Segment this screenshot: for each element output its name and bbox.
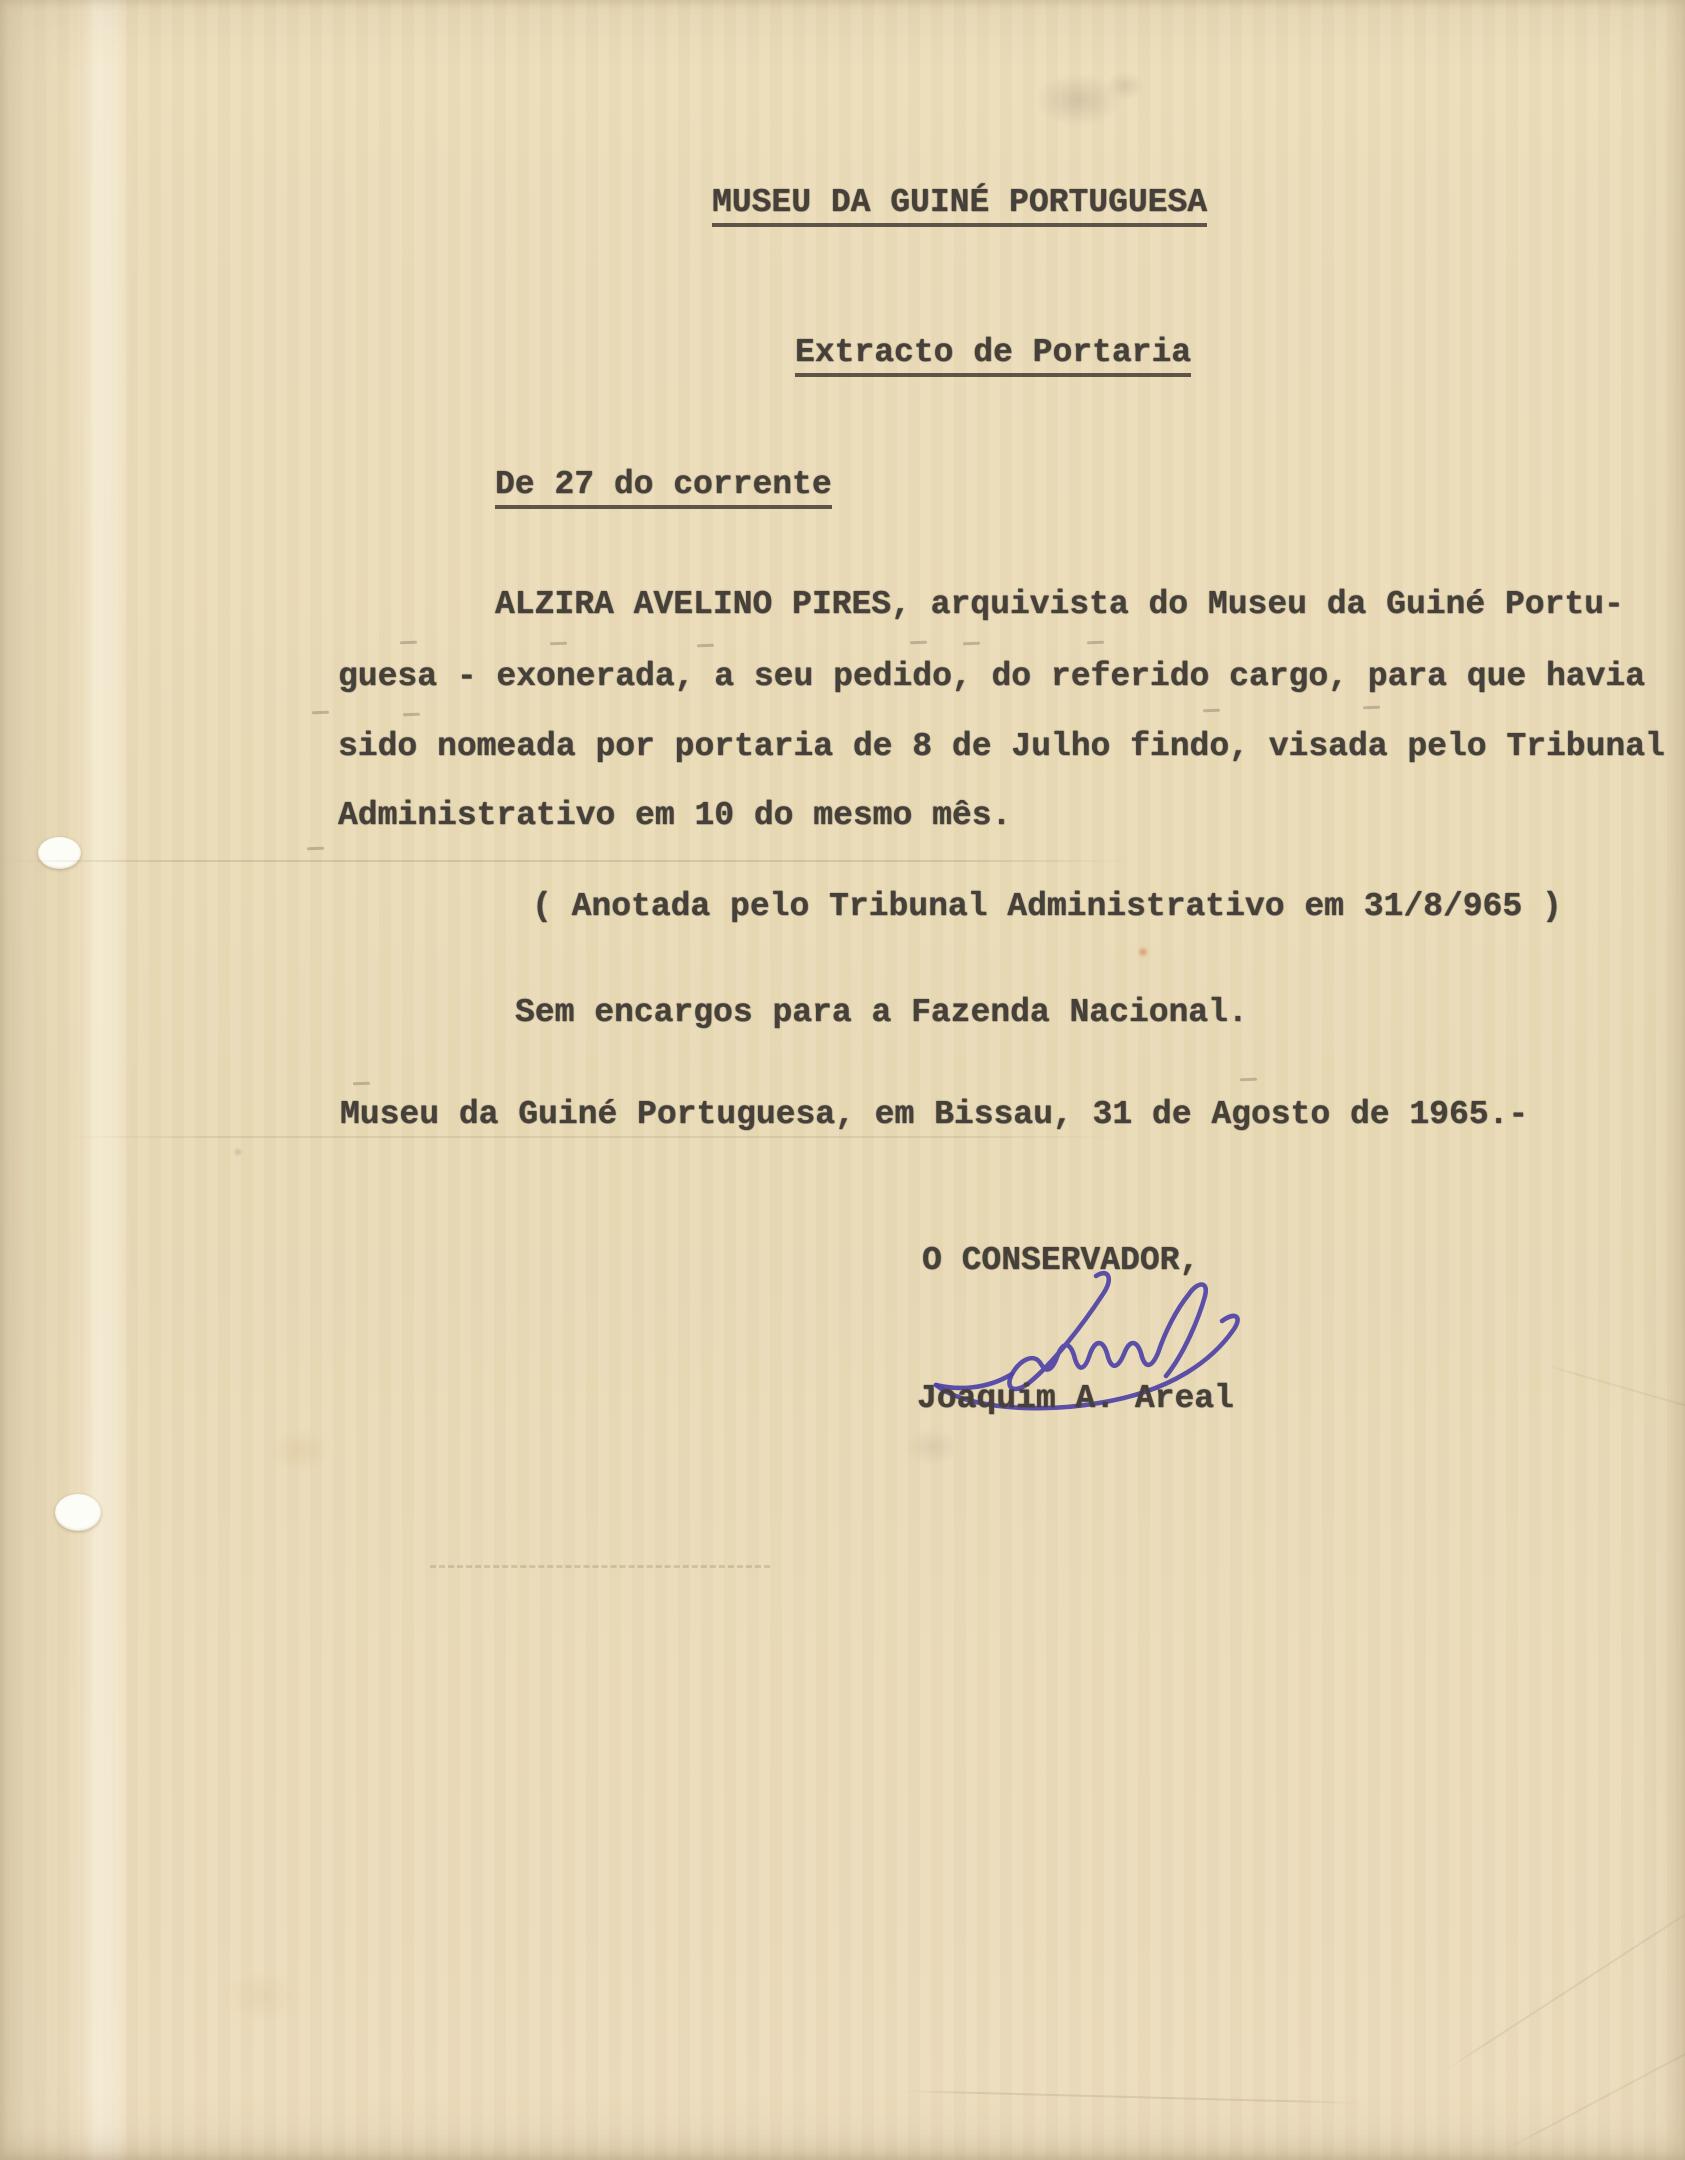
- ghost-mark: [307, 847, 324, 851]
- institution-title: MUSEU DA GUINÉ PORTUGUESA: [712, 186, 1207, 227]
- paper-wrinkle: [1543, 1364, 1685, 1418]
- ghost-mark: [312, 711, 329, 715]
- reference-heading: De 27 do corrente: [495, 468, 832, 509]
- paper-wrinkle: [1444, 1901, 1685, 2072]
- ghost-mark: [550, 642, 567, 646]
- no-charges-line: Sem encargos para a Fazenda Nacional.: [515, 994, 1248, 1031]
- paper-crease: [0, 860, 1130, 862]
- punch-hole-bottom: [55, 1494, 101, 1531]
- ghost-mark: [1087, 641, 1104, 645]
- punch-hole-top: [38, 837, 81, 869]
- ghost-mark: [403, 713, 420, 717]
- ghost-mark: [910, 641, 927, 645]
- document-type-heading: Extracto de Portaria: [795, 336, 1191, 377]
- ghost-mark: [1240, 1078, 1257, 1082]
- body-line-1: ALZIRA AVELINO PIRES, arquivista do Museu da Guiné Portu-: [495, 586, 1624, 623]
- signer-name: Joaquim A. Areal: [917, 1380, 1234, 1417]
- ghost-mark: [353, 1082, 370, 1086]
- place-date-line: Museu da Guiné Portuguesa, em Bissau, 31 de Agosto de 1965.-: [340, 1096, 1529, 1133]
- ghost-mark: [1203, 709, 1220, 713]
- ghost-mark: [1363, 706, 1380, 710]
- body-line-2: guesa - exonerada, a seu pedido, do referido cargo, para que havia: [338, 658, 1646, 695]
- ghost-mark: [963, 642, 980, 646]
- body-line-4: Administrativo em 10 do mesmo mês.: [338, 797, 1012, 834]
- annotation-line: ( Anotada pelo Tribunal Administrativo em 31/8/965 ): [532, 888, 1562, 925]
- ghost-mark: [697, 644, 714, 648]
- body-line-3: sido nomeada por portaria de 8 de Julho findo, visada pelo Tribunal: [338, 728, 1665, 765]
- ghost-mark: [400, 641, 417, 645]
- paper-crease: [900, 2090, 1360, 2104]
- signer-role: O CONSERVADOR,: [922, 1242, 1200, 1279]
- paper-crease: [60, 1136, 1120, 1138]
- paper-wrinkle: [1505, 2022, 1685, 2151]
- fold-mark-dotted: [430, 1565, 770, 1568]
